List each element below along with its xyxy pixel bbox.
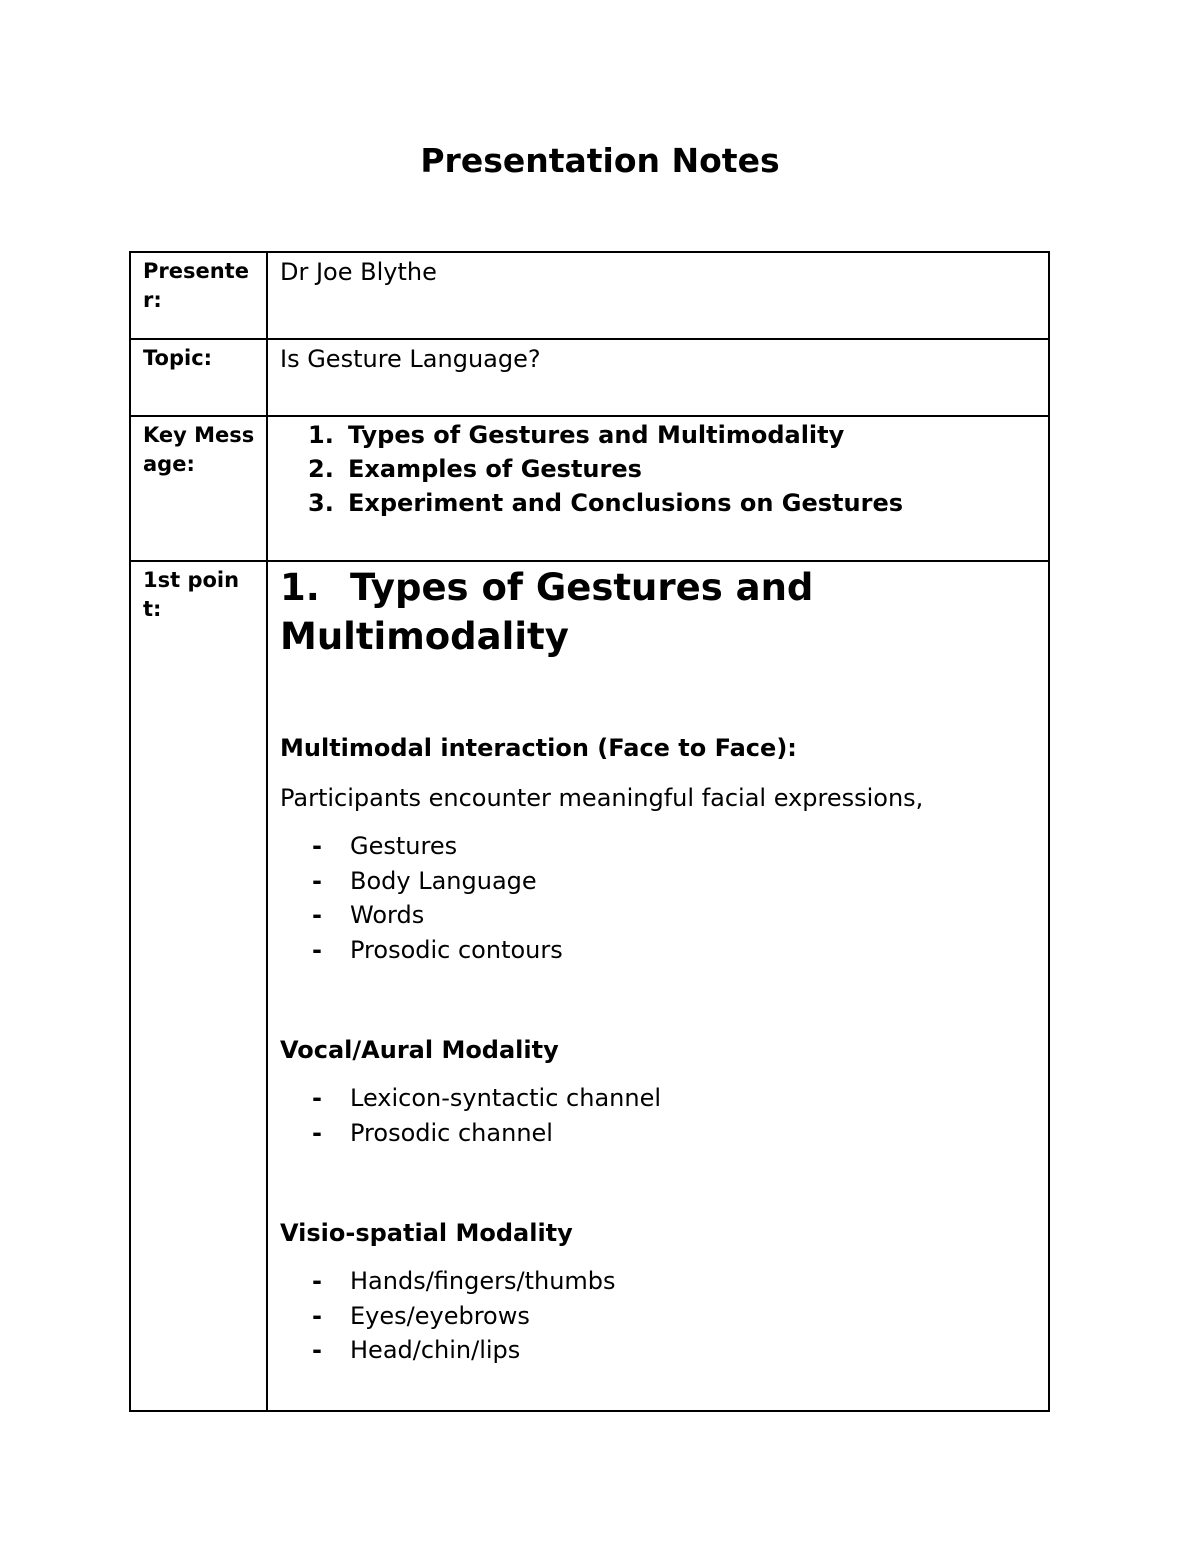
list-item — [312, 829, 1038, 864]
document-title: Presentation Notes — [420, 141, 780, 180]
list-item-text: Hands/fingers/thumbs — [350, 1267, 616, 1295]
dash-bullet: - — [312, 901, 322, 929]
key-message-value-cell — [267, 416, 1049, 561]
first-point-row — [130, 561, 1049, 1411]
list-item — [312, 898, 1038, 933]
presenter-row — [130, 252, 1049, 339]
key-message-text: Types of Gestures and Multimodality — [348, 421, 845, 449]
dash-bullet: - — [312, 1084, 322, 1112]
list-number: 2. — [308, 455, 334, 483]
key-message-item — [308, 418, 1048, 452]
dash-bullet: - — [312, 1267, 322, 1295]
presenter-name: Dr Joe Blythe — [280, 258, 437, 286]
key-message-item — [308, 452, 1048, 486]
key-message-label: Key Message: — [143, 423, 255, 476]
dash-bullet: - — [312, 866, 322, 895]
dash-bullet: - — [312, 832, 322, 860]
key-message-label-cell — [130, 416, 267, 561]
first-point-label-cell — [130, 561, 267, 1411]
list-item — [312, 1333, 1038, 1368]
list-item-text: Head/chin/lips — [350, 1336, 521, 1364]
presenter-value-cell — [267, 252, 1049, 339]
key-message-list — [268, 418, 1048, 520]
first-point-content-cell — [267, 561, 1049, 1411]
bullet-list — [280, 1264, 1038, 1368]
section-heading: Visio-spatial Modality — [280, 1219, 573, 1247]
list-item-text: Body Language — [350, 866, 537, 895]
list-item-text: Prosodic channel — [350, 1118, 553, 1147]
dash-bullet: - — [312, 1336, 322, 1364]
heading-number: 1. — [280, 566, 320, 609]
bullet-list — [280, 829, 1038, 967]
topic-label: Topic: — [143, 346, 213, 370]
list-item-text: Words — [350, 901, 425, 929]
dash-bullet: - — [312, 1301, 322, 1330]
heading-text: Types of Gestures and Multimodality — [280, 566, 814, 658]
topic-value-cell — [267, 339, 1049, 416]
first-point-heading — [280, 563, 1038, 661]
section-heading: Vocal/Aural Modality — [280, 1036, 559, 1064]
list-item-text: Gestures — [350, 832, 458, 860]
list-item — [312, 864, 1038, 899]
dash-bullet: - — [312, 1118, 322, 1147]
key-message-text: Experiment and Conclusions on Gestures — [348, 489, 904, 517]
list-item — [312, 933, 1038, 968]
topic-row — [130, 339, 1049, 416]
list-item-text: Eyes/eyebrows — [350, 1301, 530, 1330]
list-number: 3. — [308, 489, 334, 517]
dash-bullet: - — [312, 935, 322, 964]
section-heading: Multimodal interaction (Face to Face): — [280, 734, 797, 762]
key-message-item — [308, 486, 1048, 520]
list-item — [312, 1264, 1038, 1299]
list-item-text: Prosodic contours — [350, 935, 563, 964]
list-item-text: Lexicon-syntactic channel — [350, 1084, 662, 1112]
list-number: 1. — [308, 421, 334, 449]
topic-value: Is Gesture Language? — [280, 345, 541, 373]
bullet-list — [280, 1081, 1038, 1150]
first-point-label: 1st point: — [143, 568, 240, 621]
key-message-row — [130, 416, 1049, 561]
list-item — [312, 1299, 1038, 1334]
presentation-notes-table — [129, 251, 1050, 1412]
topic-label-cell — [130, 339, 267, 416]
section-intro: Participants encounter meaningful facial expressions, — [280, 784, 924, 812]
key-message-text: Examples of Gestures — [348, 455, 642, 483]
list-item — [312, 1116, 1038, 1151]
presenter-label-cell — [130, 252, 267, 339]
presenter-label: Presenter: — [143, 259, 249, 312]
list-item — [312, 1081, 1038, 1116]
